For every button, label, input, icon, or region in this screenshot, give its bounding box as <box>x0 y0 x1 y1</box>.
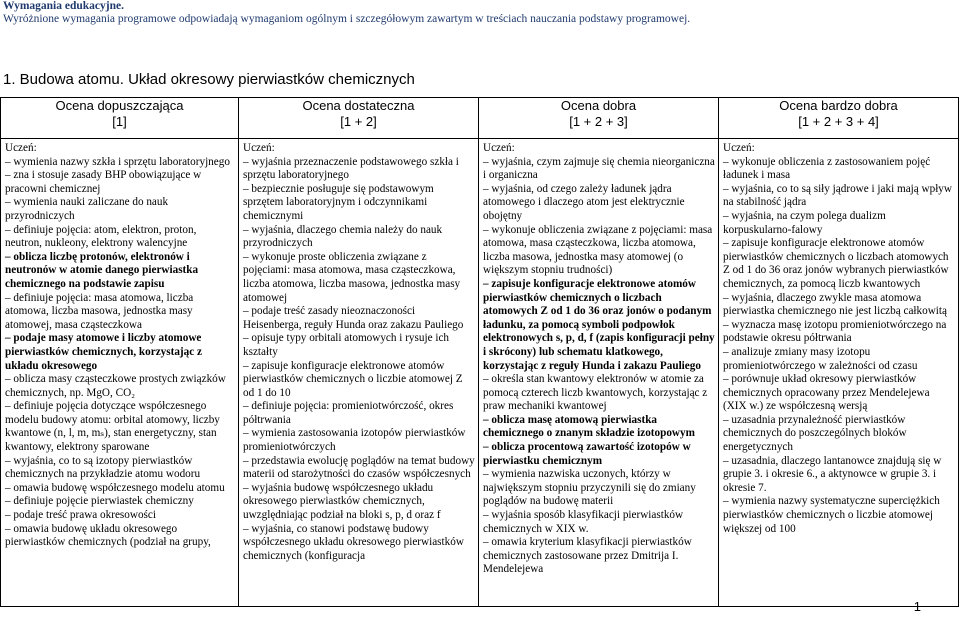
column-header: Ocena bardzo dobra [1 + 2 + 3 + 4] <box>719 98 959 139</box>
requirement-item: – wyjaśnia, od czego zależy ładunek jądra atomowego i dlaczego atom jest elektrycznie obojętny <box>483 182 685 222</box>
requirement-item: – zapisuje konfiguracje elektronowe atomów pierwiastków chemicznych o liczbach atomowych Z od 1 do 36 oraz jonów wybranych pierwiastków chemicznych, za pomocą liczb kwantowych <box>723 237 949 290</box>
section-title: 1. Budowa atomu. Układ okresowy pierwiastków chemicznych <box>3 71 415 88</box>
requirement-item: – definiuje pojęcia dotyczące współczesnego modelu budowy atomu: orbital atomowy, liczby kwantowe (n, l, m, mₛ), stan energetyczny, stan kwantowy, elektrony sparowane <box>5 400 220 454</box>
table-header-row <box>1 98 959 139</box>
requirement-item: – wymienia nazwy systematyczne superciężkich pierwiastków chemicznych o liczbie atomowej większej od 100 <box>723 495 940 535</box>
column-header: Ocena dopuszczająca [1] <box>1 98 239 139</box>
requirement-item: – omawia budowę współczesnego modelu atomu <box>5 481 225 494</box>
requirement-item: – wymienia zastosowania izotopów pierwiastków promieniotwórczych <box>243 427 466 454</box>
requirement-item: – wymienia nazwiska uczonych, którzy w największym stopniu przyczynili się do zmiany poglądów na budowę materii <box>483 468 696 508</box>
requirement-item: – podaje treść prawa okresowości <box>5 509 156 522</box>
requirement-item: Uczeń: <box>483 142 515 154</box>
requirement-item: – wyjaśnia budowę współczesnego układu okresowego pierwiastków chemicznych, uwzględniając podział na bloki s, p, d oraz f <box>243 481 441 522</box>
requirement-item: – oblicza masy cząsteczkowe prostych związków chemicznych, np. MgO, CO₂ <box>5 373 226 399</box>
requirement-item: – wykonuje proste obliczenia związane z pojęciami: masa atomowa, masa cząsteczkowa, liczba atomowa, liczba masowa, jednostka masy atomowej <box>243 250 461 304</box>
requirement-item: – definiuje pojęcia: promieniotwórczość, okres półtrwania <box>243 400 454 426</box>
requirement-item: – oblicza procentową zawartość izotopów w pierwiastku chemicznym <box>483 441 691 467</box>
requirement-item: – wyjaśnia, dlaczego chemia należy do nauk przyrodniczych <box>243 223 443 250</box>
column-header: Ocena dostateczna [1 + 2] <box>239 98 479 139</box>
column-header: Ocena dobra [1 + 2 + 3] <box>479 98 719 139</box>
requirement-item: – oblicza liczbę protonów, elektronów i neutronów w atomie danego pierwiastka chemicznego na podstawie zapisu <box>5 250 199 290</box>
requirements-dobra <box>479 139 718 606</box>
requirement-item: – wymienia nazwy szkła i sprzętu laboratoryjnego <box>5 155 230 168</box>
requirement-item: Uczeń: <box>5 142 37 154</box>
requirement-item: – porównuje układ okresowy pierwiastków chemicznych opracowany przez Mendelejewa (XIX w.) ze współczesną wersją <box>723 373 930 413</box>
requirement-item: – wykonuje obliczenia związane z pojęciami: masa atomowa, masa cząsteczkowa, liczba atomowa, liczba masowa, jednostka masy atomowej (o większym stopniu trudności) <box>483 223 713 277</box>
requirement-item: – podaje treść zasady nieoznaczoności Heisenberga, reguły Hunda oraz zakazu Pauliego <box>243 305 464 331</box>
requirement-item: – wymienia nauki zaliczane do nauk przyrodniczych <box>5 196 169 222</box>
requirements-dopuszczajaca <box>1 139 238 606</box>
requirement-item: – zna i stosuje zasady BHP obowiązujące w pracowni chemicznej <box>5 169 202 195</box>
requirement-item: – podaje masy atomowe i liczby atomowe pierwiastków chemicznych, korzystając z układu okresowego <box>5 332 202 372</box>
requirement-item: – zapisuje konfiguracje elektronowe atomów pierwiastków chemicznych o liczbach atomowych Z od 1 do 36 oraz jonów o podanym ładunku, za pomocą symboli podpowłok elektronowych s, p, d, f (zapis konfiguracji pełny i skrócony) lub schematu klatkowego, korzystając z reguły Hunda i zakazu Pauliego <box>483 277 715 372</box>
requirement-item: – bezpiecznie posługuje się podstawowym sprzętem laboratoryjnym i odczynnikami chemicznymi <box>243 182 434 222</box>
document-header <box>3 0 690 26</box>
requirement-item: – uzasadnia, dlaczego lantanowce znajdują się w grupie 3. i okresie 6., a aktynowce w grupie 3. i okresie 7. <box>723 454 942 494</box>
requirement-item: – uzasadnia przynależność pierwiastków chemicznych do poszczególnych bloków energetycznych <box>723 413 907 454</box>
requirement-item: – wyznacza masę izotopu promieniotwórczego na podstawie okresu półtrwania <box>723 318 947 345</box>
requirement-item: – wyjaśnia, czym zajmuje się chemia nieorganiczna i organiczna <box>483 155 715 182</box>
requirement-item: – wyjaśnia, dlaczego zwykle masa atomowa pierwiastka chemicznego nie jest liczbą całkowitą <box>723 291 947 318</box>
requirement-item: – wyjaśnia, co stanowi podstawę budowy współczesnego układu okresowego pierwiastków chemicznych (konfiguracja <box>243 522 464 562</box>
requirement-item: – definiuje pojęcie pierwiastek chemiczny <box>5 495 194 508</box>
requirement-item: – wyjaśnia, na czym polega dualizm korpuskularno-falowy <box>723 209 886 236</box>
requirements-dostateczna <box>239 139 478 606</box>
requirements-bardzo-dobra <box>719 139 958 606</box>
table-row <box>1 139 959 607</box>
document-title: Wymagania edukacyjne. <box>3 0 124 12</box>
requirement-item: – przedstawia ewolucję poglądów na temat budowy materii od starożytności do czasów współczesnych <box>243 454 475 481</box>
requirement-item: – wyjaśnia przeznaczenie podstawowego szkła i sprzętu laboratoryjnego <box>243 155 459 182</box>
requirement-item: – analizuje zmiany masy izotopu promieniotwórczego w zależności od czasu <box>723 345 918 372</box>
requirement-item: – określa stan kwantowy elektronów w atomie za pomocą czterech liczb kwantowych, korzystając z praw mechaniki kwantowej <box>483 373 708 413</box>
requirement-item: – definiuje pojęcia: masa atomowa, liczba atomowa, liczba masowa, jednostka masy atomowej, masa cząsteczkowa <box>5 291 194 331</box>
document-subtitle: Wyróżnione wymagania programowe odpowiadają wymaganiom ogólnym i szczegółowym zawartym w treściach nauczania podstawy programowej. <box>3 13 691 25</box>
requirement-item: – wyjaśnia sposób klasyfikacji pierwiastków chemicznych w XIX w. <box>483 509 684 535</box>
requirement-item: – omawia budowę układu okresowego pierwiastków chemicznych (podział na grupy, <box>5 522 211 549</box>
requirement-item: – wyjaśnia, co to są izotopy pierwiastków chemicznych na przykładzie atomu wodoru <box>5 454 201 481</box>
requirement-item: – omawia kryterium klasyfikacji pierwiastków chemicznych zastosowane przez Dmitrija I. Mendelejewa <box>483 536 692 576</box>
requirement-item: – opisuje typy orbitali atomowych i rysuje ich kształty <box>243 332 450 358</box>
requirement-item: – zapisuje konfiguracje elektronowe atomów pierwiastków chemicznych o liczbie atomowej Z od 1 do 10 <box>243 359 463 399</box>
requirements-table <box>0 97 959 607</box>
requirement-item: – wyjaśnia, co to są siły jądrowe i jaki mają wpływ na stabilność jądra <box>723 182 952 209</box>
page-number: 1 <box>913 599 921 614</box>
requirement-item: Uczeń: <box>723 142 755 154</box>
requirement-item: Uczeń: <box>243 142 275 154</box>
requirement-item: – wykonuje obliczenia z zastosowaniem pojęć ładunek i masa <box>723 155 931 182</box>
requirement-item: – oblicza masę atomową pierwiastka chemicznego o znanym składzie izotopowym <box>483 413 695 440</box>
requirement-item: – definiuje pojęcia: atom, elektron, proton, neutron, nukleony, elektrony walencyjne <box>5 223 197 250</box>
